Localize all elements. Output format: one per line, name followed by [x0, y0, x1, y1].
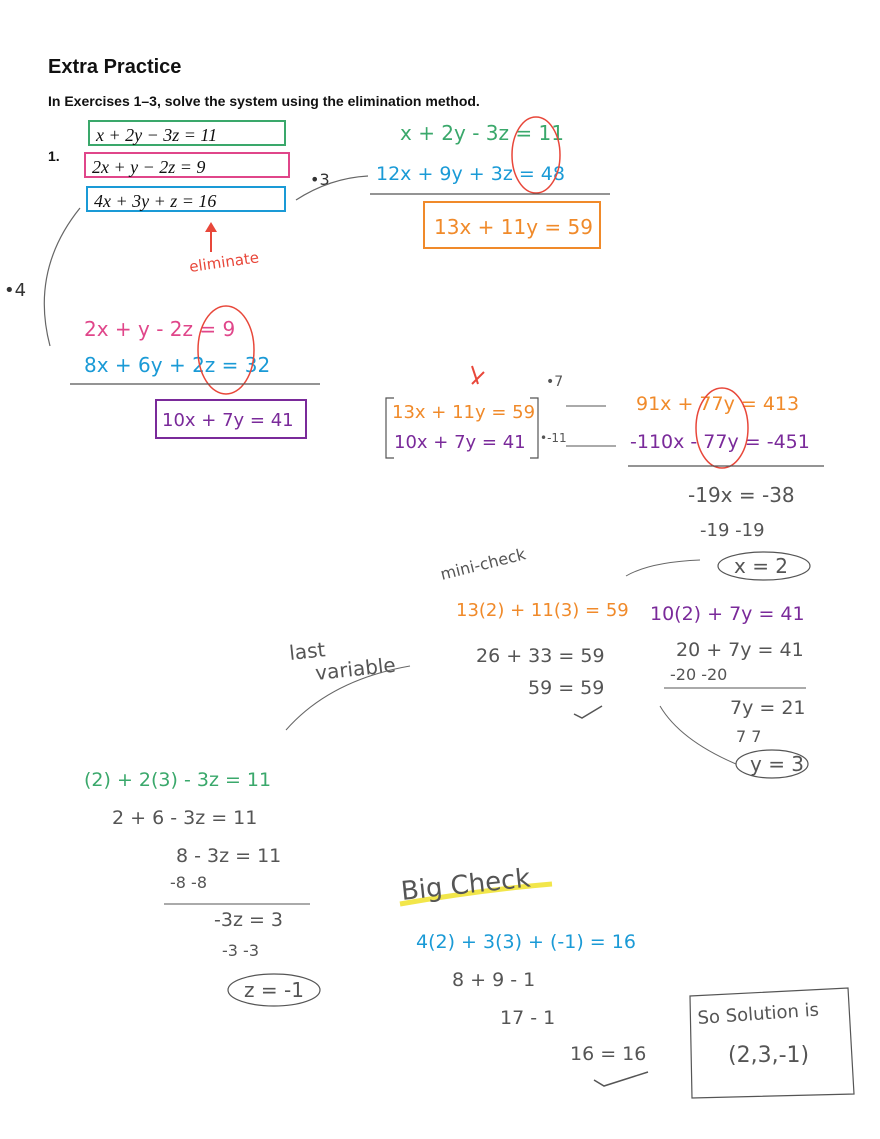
last-variable-label-2: variable [314, 652, 397, 685]
y-step-3: -20 -20 [670, 665, 728, 684]
big-check-2: 8 + 9 - 1 [452, 969, 536, 991]
multiplier-3: •3 [310, 170, 330, 189]
multiplier-7: •7 [546, 374, 564, 390]
eliminate-note: eliminate [188, 248, 261, 276]
pair-eq-2: 10x + 7y = 41 [394, 432, 526, 453]
big-check-mark [594, 1072, 648, 1086]
exercise-number: 1. [48, 148, 60, 164]
y-step-1: 10(2) + 7y = 41 [650, 603, 805, 625]
mult4-arrow [44, 208, 80, 346]
check-mark [472, 366, 484, 384]
x-step: -19x = -38 [688, 483, 795, 507]
big-check-1: 4(2) + 3(3) + (-1) = 16 [416, 931, 636, 953]
pair-eq-1: 13x + 11y = 59 [392, 402, 536, 423]
big-check-3: 17 - 1 [500, 1007, 556, 1029]
eliminate-arrowhead [205, 222, 217, 232]
y-arrow [660, 706, 736, 764]
x-result: x = 2 [734, 554, 789, 578]
z-step-1: (2) + 2(3) - 3z = 11 [84, 769, 272, 791]
mini-check-1: 13(2) + 11(3) = 59 [456, 600, 629, 621]
multiplier-4: •4 [4, 280, 27, 301]
big-check-4: 16 = 16 [570, 1043, 647, 1065]
step2-result: 10x + 7y = 41 [162, 410, 294, 431]
y-step-5: 7 7 [736, 727, 762, 746]
mini-check-mark [574, 706, 602, 718]
solution-text-2: (2,3,-1) [728, 1043, 810, 1068]
z-step-3: 8 - 3z = 11 [176, 845, 282, 867]
mini-check-2: 26 + 33 = 59 [476, 645, 605, 667]
y-step-4: 7y = 21 [730, 697, 806, 719]
step1-result: 13x + 11y = 59 [434, 215, 593, 239]
z-step-4: -8 -8 [170, 873, 207, 892]
instructions: In Exercises 1–3, solve the system using the elimination method. [48, 93, 480, 109]
solution-text-1: So Solution is [696, 999, 820, 1029]
mini-check-arrow [626, 560, 700, 576]
equation-1: x + 2y − 3z = 11 [88, 120, 286, 146]
z-result: z = -1 [244, 978, 304, 1002]
step1-line-a: x + 2y - 3z = 11 [400, 121, 564, 145]
last-variable-label-1: last [288, 637, 327, 665]
z-step-2: 2 + 6 - 3z = 11 [112, 807, 258, 829]
multiplier-neg11: •-11 [540, 431, 567, 445]
mini-check-label: mini-check [438, 544, 528, 584]
z-step-5: -3z = 3 [214, 909, 284, 931]
step2-line-a: 2x + y - 2z = 9 [84, 317, 236, 341]
equation-2: 2x + y − 2z = 9 [84, 152, 290, 178]
z-step-6: -3 -3 [222, 941, 259, 960]
y-step-2: 20 + 7y = 41 [676, 639, 804, 661]
scaled-eq-2: -110x - 77y = -451 [630, 431, 810, 453]
page-heading: Extra Practice [48, 56, 182, 78]
step1-line-b: 12x + 9y + 3z = 48 [376, 163, 565, 185]
step2-line-b: 8x + 6y + 2z = 32 [84, 353, 271, 377]
scaled-eq-1: 91x + 77y = 413 [636, 393, 800, 415]
x-divisor: -19 -19 [700, 520, 765, 541]
big-check-label: Big Check [399, 863, 532, 907]
mult3-arrow [296, 176, 368, 200]
y-result: y = 3 [750, 752, 805, 776]
mini-check-3: 59 = 59 [528, 677, 605, 699]
equation-3: 4x + 3y + z = 16 [86, 186, 286, 212]
